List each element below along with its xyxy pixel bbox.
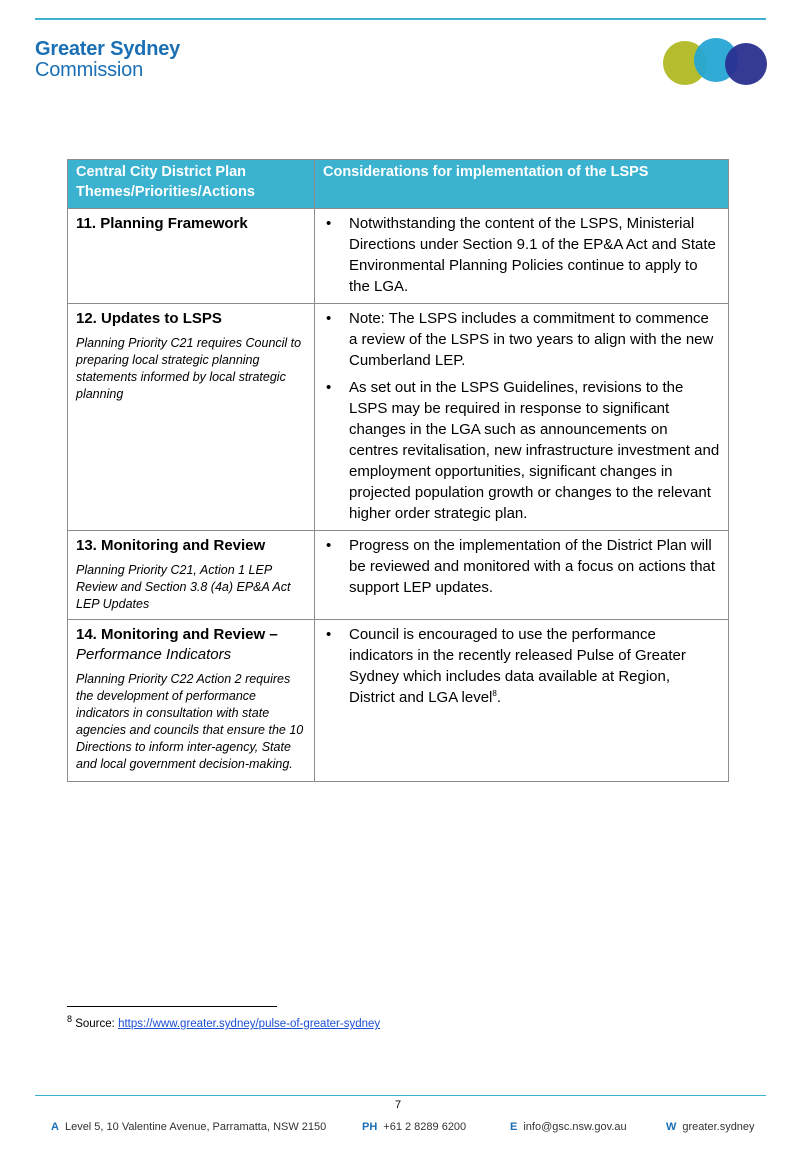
table-row [68,531,729,620]
bullet-list [323,213,720,297]
row-title: 14. Monitoring and Review – [76,626,278,643]
row-note: Planning Priority C21 requires Council to preparing local strategic planning statements informed by local strategic planning [76,336,302,401]
header-col2: Considerations for implementation of the LSPS [315,160,729,209]
page-number: 7 [394,1099,402,1111]
row-label-cell [68,531,315,620]
row-subtitle: Performance Indicators [76,646,232,663]
footer-email [510,1121,627,1133]
bottom-rule [35,1095,766,1096]
table-header-row [68,160,729,209]
row-label-cell [68,209,315,304]
footnote-reference[interactable]: 8 [492,689,497,698]
row-note: Planning Priority C21, Action 1 LEP Review and Section 3.8 (4a) EP&A Act LEP Updates [76,563,291,611]
bullet-item: • As set out in the LSPS Guidelines, revisions to the LSPS may be required in response to significant changes in the LGA such as announcements on centres revitalisation, new infrastructure investment and employment opportunities, significant changes in projected population growth or changes to the relevant higher order strategic plan. [323,377,720,524]
footer-email-text: info@gsc.nsw.gov.au [523,1121,627,1133]
table-row [68,620,729,782]
logo [35,38,180,80]
bullet-item: • Notwithstanding the content of the LSPS, Ministerial Directions under Section 9.1 of the EP&A Act and State Environmental Planning Policies continue to apply to the LGA. [323,213,720,297]
bullet-item: • Progress on the implementation of the District Plan will be reviewed and monitored with a focus on actions that support LEP updates. [323,535,720,598]
bullet-item [323,624,720,708]
row-content-cell [315,620,729,782]
row-title: 11. Planning Framework [76,215,248,232]
row-title: 13. Monitoring and Review [76,537,266,554]
bullet-text: Council is encouraged to use the performance indicators in the recently released Pulse of Greater Sydney which includes data available at Region, District and LGA level [349,626,686,706]
footnote-label: Source: [75,1018,115,1030]
footer-address [51,1121,326,1133]
top-rule [35,18,766,20]
logo-circle-navy [725,43,767,85]
table-row [68,209,729,304]
table-row [68,304,729,531]
footer-address-tag: A [51,1121,59,1133]
header-col1: Central City District Plan Themes/Priorities/Actions [68,160,315,209]
bullet-item: • Note: The LSPS includes a commitment to commence a review of the LSPS in two years to align with the new Cumberland LEP. [323,308,720,371]
bullet-list [323,624,720,708]
row-label-cell [68,620,315,782]
footer [0,1121,796,1137]
footnote-separator [67,1006,277,1007]
row-content-cell [315,304,729,531]
footer-phone-tag: PH [362,1121,378,1133]
logo-line2: Commission [35,59,144,81]
footnote-number: 8 [67,1014,73,1025]
footnote [67,1014,381,1031]
footer-web [666,1121,755,1133]
row-title: 12. Updates to LSPS [76,310,222,327]
row-label-cell [68,304,315,531]
footer-web-tag: W [666,1121,677,1133]
footer-phone [362,1121,466,1133]
bullet-list [323,535,720,598]
row-content-cell [315,209,729,304]
footer-address-text: Level 5, 10 Valentine Avenue, Parramatta, NSW 2150 [64,1121,327,1133]
considerations-table [67,159,729,782]
row-content-cell [315,531,729,620]
footer-web-text: greater.sydney [682,1121,755,1133]
logo-circles-icon [663,38,769,88]
bullet-list [323,308,720,524]
logo-line1: Greater Sydney [35,38,181,60]
footer-phone-text: +61 2 8289 6200 [383,1121,467,1133]
bullet-end: . [496,689,502,706]
footnote-link[interactable]: https://www.greater.sydney/pulse-of-greater-sydney [118,1018,381,1030]
footer-email-tag: E [510,1121,518,1133]
row-note: Planning Priority C22 Action 2 requires the development of performance indicators in consultation with state agencies and councils that ensure the 10 Directions to inform inter-agency, State and local government decision-making. [76,672,304,771]
